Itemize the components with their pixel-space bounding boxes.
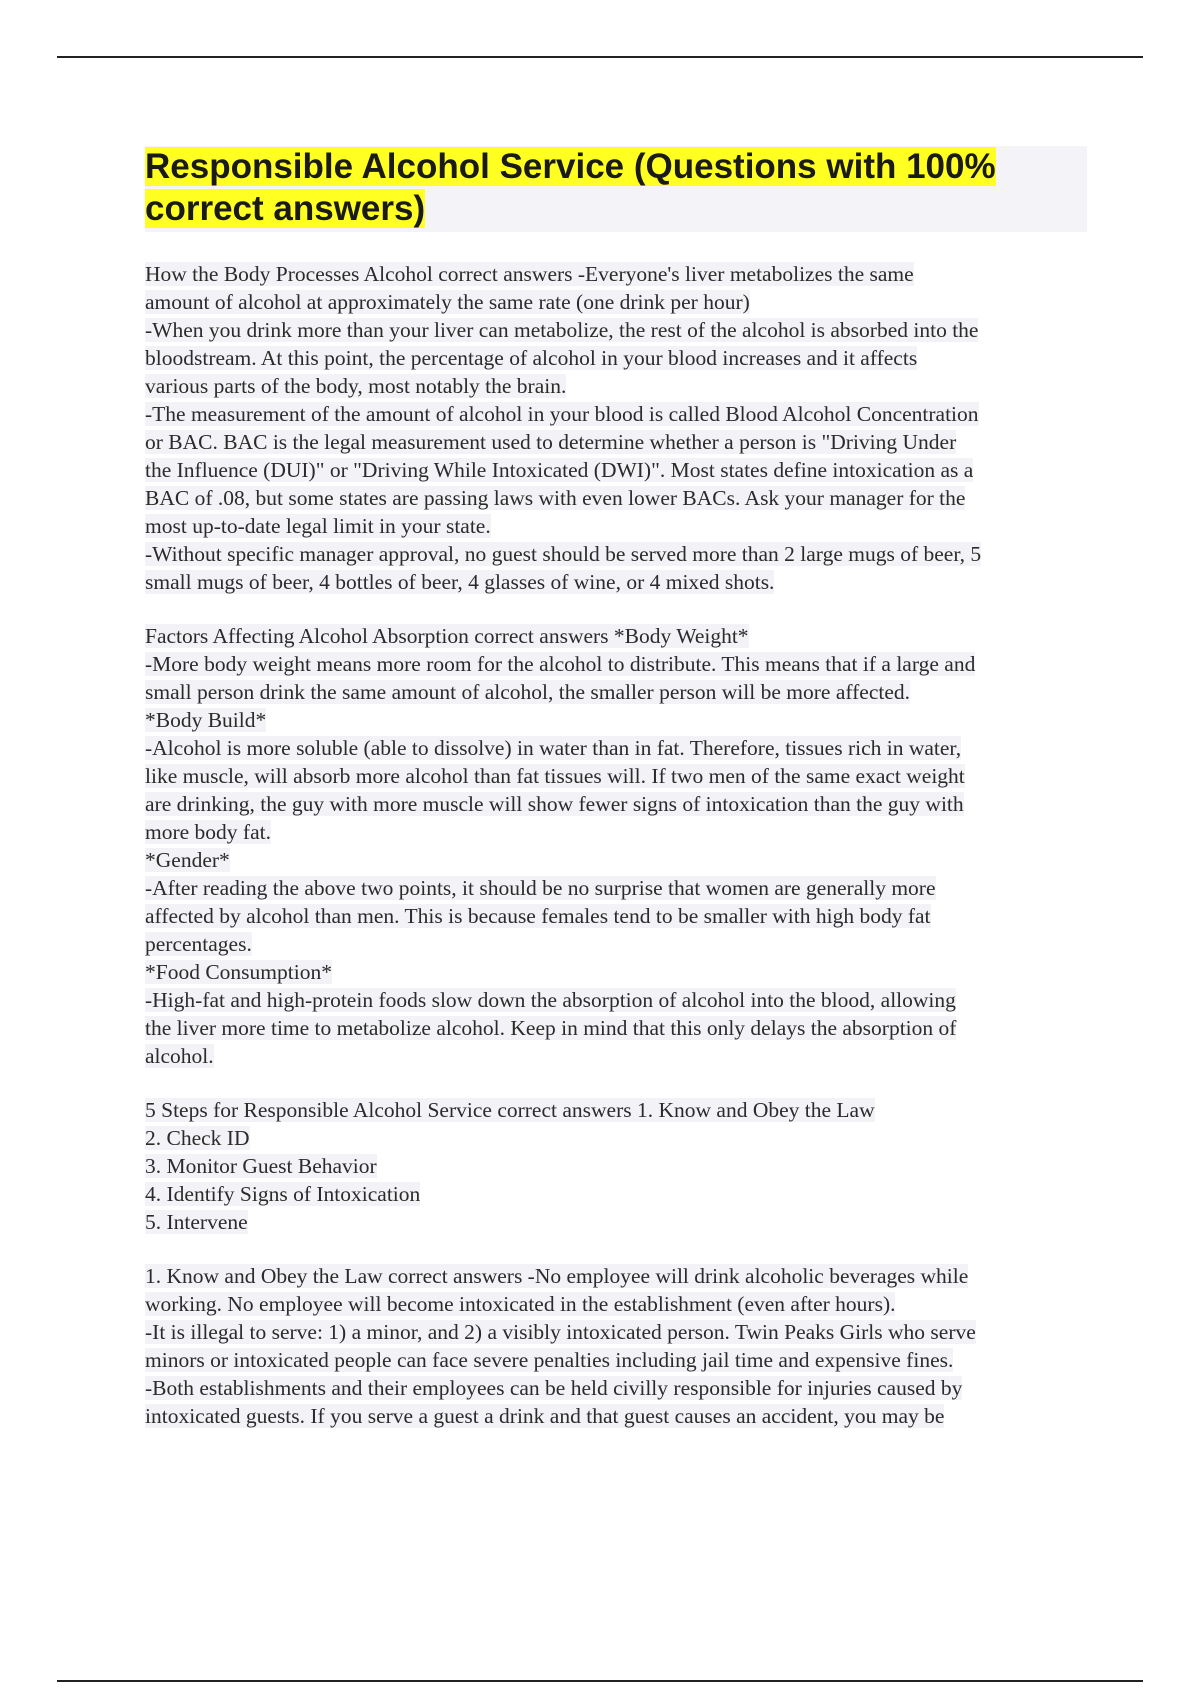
text-line: -More body weight means more room for the alcohol to distribute. This means that if a large and (145, 652, 976, 676)
text-line: -When you drink more than your liver can metabolize, the rest of the alcohol is absorbed into the (145, 318, 979, 342)
text-line: small mugs of beer, 4 bottles of beer, 4 glasses of wine, or 4 mixed shots. (145, 570, 775, 594)
text-line: *Gender* (145, 848, 230, 872)
section-know-the-law (145, 1262, 1087, 1430)
list-item: 3. Monitor Guest Behavior (145, 1154, 377, 1178)
text-line: minors or intoxicated people can face severe penalties including jail time and expensive fines. (145, 1348, 954, 1372)
text-line: bloodstream. At this point, the percentage of alcohol in your blood increases and it affects (145, 346, 918, 370)
text-line: various parts of the body, most notably the brain. (145, 374, 567, 398)
text-line: -Without specific manager approval, no guest should be served more than 2 large mugs of beer, 5 (145, 542, 982, 566)
text-line: 5 Steps for Responsible Alcohol Service correct answers 1. Know and Obey the Law (145, 1098, 875, 1122)
list-item: 5. Intervene (145, 1210, 248, 1234)
bottom-rule (57, 1680, 1143, 1682)
text-line: amount of alcohol at approximately the same rate (one drink per hour) (145, 290, 750, 314)
section-five-steps (145, 1096, 1087, 1236)
list-item: 2. Check ID (145, 1126, 250, 1150)
text-line: percentages. (145, 932, 252, 956)
text-line: -It is illegal to serve: 1) a minor, and 2) a visibly intoxicated person. Twin Peaks Girls who serve (145, 1320, 976, 1344)
text-line: alcohol. (145, 1044, 214, 1068)
top-rule (57, 56, 1143, 58)
text-line: most up-to-date legal limit in your state. (145, 514, 491, 538)
text-line: working. No employee will become intoxicated in the establishment (even after hours). (145, 1292, 896, 1316)
text-line: Factors Affecting Alcohol Absorption correct answers *Body Weight* (145, 624, 749, 648)
text-line: 1. Know and Obey the Law correct answers -No employee will drink alcoholic beverages while (145, 1264, 969, 1288)
text-line: *Body Build* (145, 708, 267, 732)
document-title-text: Responsible Alcohol Service (Questions with 100% correct answers) (145, 147, 996, 228)
text-line: -Both establishments and their employees can be held civilly responsible for injuries caused by (145, 1376, 963, 1400)
section-absorption-factors (145, 622, 1087, 1070)
text-line: more body fat. (145, 820, 271, 844)
text-line: or BAC. BAC is the legal measurement used to determine whether a person is "Driving Under (145, 430, 957, 454)
document-title (145, 146, 1087, 230)
title-block (145, 146, 1087, 232)
text-line: -The measurement of the amount of alcohol in your blood is called Blood Alcohol Concentration (145, 402, 979, 426)
text-line: affected by alcohol than men. This is because females tend to be smaller with high body fat (145, 904, 931, 928)
text-line: *Food Consumption* (145, 960, 332, 984)
text-line: -High-fat and high-protein foods slow down the absorption of alcohol into the blood, allowing (145, 988, 956, 1012)
text-line: the liver more time to metabolize alcohol. Keep in mind that this only delays the absorption of (145, 1016, 957, 1040)
text-line: the Influence (DUI)" or "Driving While Intoxicated (DWI)". Most states define intoxication as a (145, 458, 974, 482)
text-line: BAC of .08, but some states are passing laws with even lower BACs. Ask your manager for the (145, 486, 966, 510)
text-line: small person drink the same amount of alcohol, the smaller person will be more affected. (145, 680, 911, 704)
text-line: are drinking, the guy with more muscle will show fewer signs of intoxication than the guy with (145, 792, 964, 816)
text-line: How the Body Processes Alcohol correct answers -Everyone's liver metabolizes the same (145, 262, 914, 286)
text-line: -Alcohol is more soluble (able to dissolve) in water than in fat. Therefore, tissues rich in water, (145, 736, 962, 760)
document-body (145, 146, 1087, 1456)
section-body-processes (145, 260, 1087, 596)
text-line: like muscle, will absorb more alcohol than fat tissues will. If two men of the same exact weight (145, 764, 965, 788)
text-line: -After reading the above two points, it should be no surprise that women are generally more (145, 876, 936, 900)
text-line: intoxicated guests. If you serve a guest a drink and that guest causes an accident, you may be (145, 1404, 945, 1428)
list-item: 4. Identify Signs of Intoxication (145, 1182, 421, 1206)
